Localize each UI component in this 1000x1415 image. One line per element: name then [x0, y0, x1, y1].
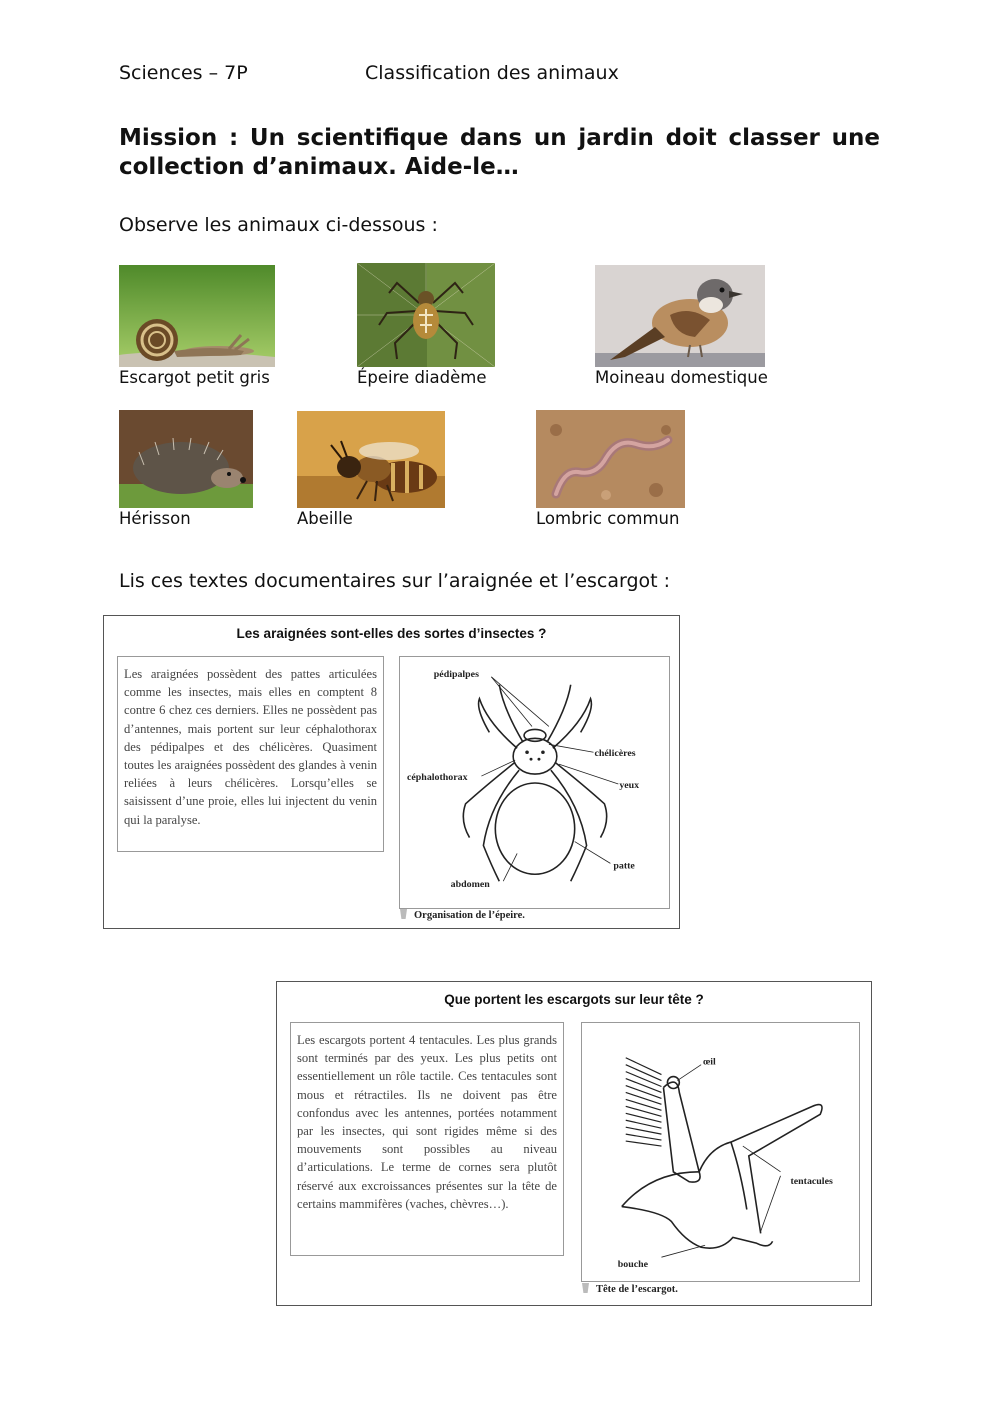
- label-yeux: yeux: [619, 779, 640, 791]
- topic-label: Classification des animaux: [365, 62, 619, 84]
- read-instruction: Lis ces textes documentaires sur l’araignée et l’escargot :: [119, 570, 671, 592]
- spider-figure-caption: [400, 909, 525, 921]
- label-patte: patte: [613, 860, 635, 872]
- snail-doc-text: Les escargots portent 4 tentacules. Les plus grands sont terminés par des yeux. Les plus petits ont essentiellement un rôle tactile. Ces tentacules sont mous et rétractiles. Ils ne doivent pas être confondus avec les antennes, portées notamment par les insectes, qui sont rigides même si des mouvements sont possibles au niveau d’articulations. Le terme de cornes sera plutôt réservé aux excroissances présentes sur la tête de certains mammifères (vaches, chèvres…).: [290, 1022, 564, 1256]
- snail-diagram: [581, 1022, 860, 1282]
- label-abdomen: abdomen: [450, 879, 490, 891]
- spider-diagram: [399, 656, 670, 909]
- animal-caption: Hérisson: [119, 509, 191, 528]
- label-pedipalpes: pédipalpes: [433, 668, 479, 680]
- spider-document: [103, 615, 680, 929]
- snail-photo: [119, 265, 275, 367]
- spider-doc-text: Les araignées possèdent des pattes articulées comme les insectes, mais elles en comptent 8 contre 6 chez ces derniers. Elles ne possèdent pas d’antennes, mais portent sur leur céphalothorax des pédipalpes et des chélicères. Quasiment toutes les araignées possèdent des glandes à venin reliées à leurs chélicères. Lorsqu’elles se saisissent d’une proie, elles lui injectent du venin qui la paralyse.: [117, 656, 384, 852]
- animal-caption: Escargot petit gris: [119, 368, 270, 387]
- snail-figure-caption: [582, 1283, 678, 1295]
- snail-doc-title: Que portent les escargots sur leur tête ?: [444, 992, 704, 1007]
- snail-caption-text: Tête de l’escargot.: [596, 1284, 678, 1295]
- bee-photo: [297, 411, 445, 508]
- label-cheliceres: chélicères: [594, 748, 636, 760]
- animal-caption: Épeire diadème: [357, 368, 487, 387]
- label-tentacules: tentacules: [790, 1175, 833, 1187]
- spider-doc-title: Les araignées sont-elles des sortes d’insectes ?: [236, 626, 547, 641]
- observe-instruction: Observe les animaux ci-dessous :: [119, 214, 438, 236]
- spider-caption-text: Organisation de l’épeire.: [414, 910, 525, 921]
- earthworm-photo: [536, 410, 685, 508]
- label-oeil: œil: [703, 1056, 716, 1068]
- animal-caption: Lombric commun: [536, 509, 680, 528]
- spider-photo: [357, 263, 495, 367]
- label-cephalothorax: céphalothorax: [407, 772, 468, 784]
- hedgehog-photo: [119, 410, 253, 508]
- mission-heading: Mission : Un scientifique dans un jardin doit classer une collection d’animaux. Aide-le…: [119, 125, 880, 180]
- caption-marker-icon: [400, 909, 407, 919]
- sparrow-photo: [595, 265, 765, 367]
- animal-caption: Moineau domestique: [595, 368, 768, 387]
- caption-marker-icon: [582, 1283, 589, 1293]
- snail-document: [276, 981, 872, 1306]
- subject-label: Sciences – 7P: [119, 62, 248, 84]
- label-bouche: bouche: [617, 1259, 649, 1271]
- animal-caption: Abeille: [297, 509, 353, 528]
